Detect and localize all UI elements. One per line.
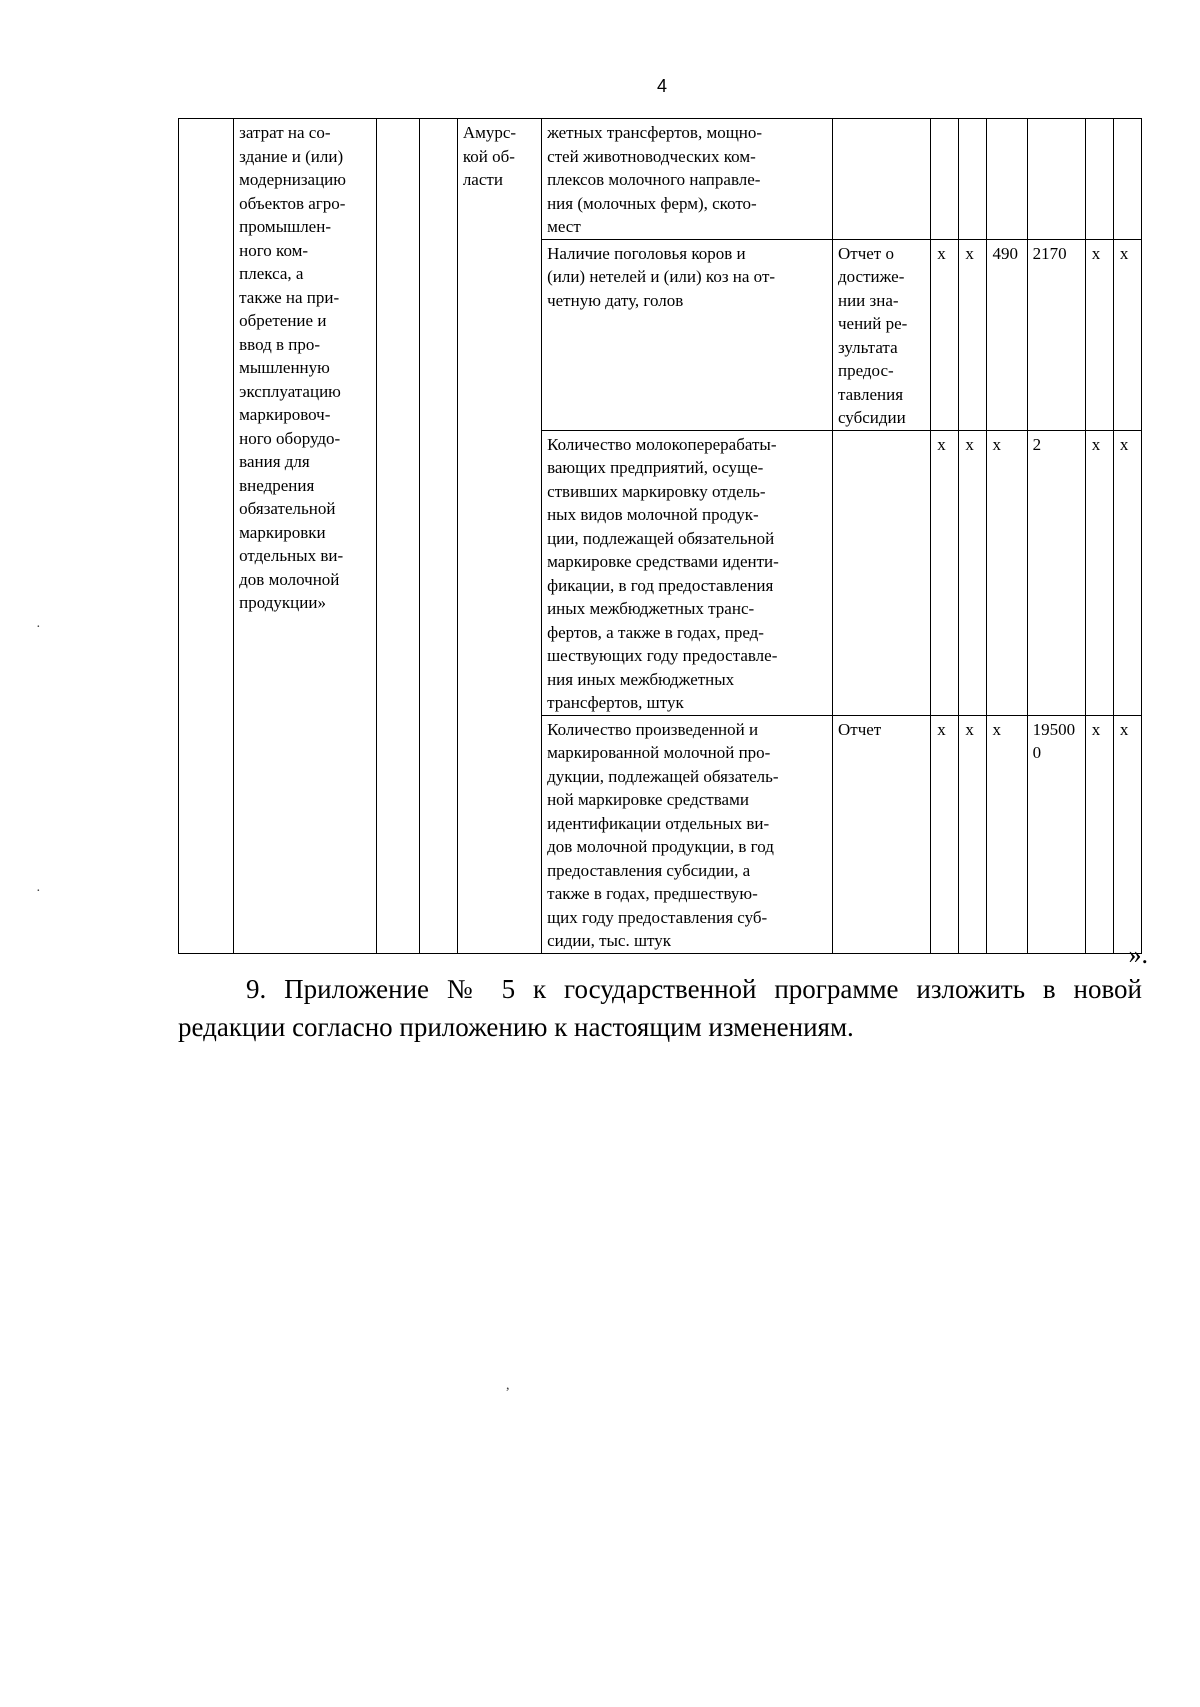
indicators-table [178, 118, 1142, 954]
table-cell-empty [376, 119, 419, 954]
table-cell-value [931, 119, 959, 240]
table-cell-value: х [987, 430, 1027, 715]
table-cell-indicator: Наличие поголовья коров и (или) нетелей и (или) коз на от- четную дату, голов [542, 239, 833, 430]
table-cell-value: 2170 [1027, 239, 1085, 430]
table-cell-value [987, 119, 1027, 240]
table-cell-value: х [959, 430, 987, 715]
table-cell-indicator: Количество произведенной и маркированной молочной про- дукции, подлежащей обязатель- ной маркировке средствами идентификации отдельных ви- дов молочной продукции, в год предоставления субсидии, а также в годах, предшествую- щих году предоставления суб- сидии, тыс. штук [542, 715, 833, 953]
table-cell-value [959, 119, 987, 240]
paragraph-9: 9. Приложение № 5 к государственной программе изложить в новой редакции согласно приложению к настоящим изменениям. [178, 974, 1142, 1042]
table-cell-value: х [959, 239, 987, 430]
scan-speck: , [506, 1378, 510, 1393]
table-cell-value [1113, 119, 1141, 240]
table-cell-value: х [931, 430, 959, 715]
table-cell-value: х [931, 715, 959, 953]
table-cell-value [1085, 119, 1113, 240]
table-cell-region: Амурс- кой об- ласти [457, 119, 541, 954]
table-cell-value: х [1085, 239, 1113, 430]
table-cell-value: х [987, 715, 1027, 953]
table-cell-value: х [1113, 715, 1141, 953]
table-cell-subsidy-text: затрат на со- здание и (или) модернизацию объектов агро- промышлен- ного ком- плекса, а также на при- обретение и ввод в про- мышленную эксплуатацию маркировоч- ного оборудо- вания для внедрения обязательной маркировки отдельных ви- дов молочной продукции» [234, 119, 376, 954]
table-cell-source: Отчет [832, 715, 930, 953]
scan-speck: · [36, 620, 41, 635]
table-cell-value: х [1113, 430, 1141, 715]
table-cell-empty [419, 119, 457, 954]
table-cell-value: х [1085, 715, 1113, 953]
closing-quote: ». [1128, 940, 1148, 969]
table-cell-value: х [959, 715, 987, 953]
table-cell-value: х [1113, 239, 1141, 430]
table-cell-empty [179, 119, 234, 954]
table-cell-value [1027, 119, 1085, 240]
page-number: 4 [656, 76, 667, 96]
table-cell-value: 2 [1027, 430, 1085, 715]
table-cell-value: х [1085, 430, 1113, 715]
table-cell-indicator: Количество молокоперерабаты- вающих предприятий, осуще- ствивших маркировку отдель- ных видов молочной продук- ции, подлежащей обязательной маркировке средствами иденти- фикации, в год предоставления иных межбюджетных транс- фертов, а также в годах, пред- шествующих году предоставле- ния иных межбюджетных трансфертов, штук [542, 430, 833, 715]
table-cell-source: Отчет о достиже- нии зна- чений ре- зультата предос- тавления субсидии [832, 239, 930, 430]
table-cell-indicator: жетных трансфертов, мощно- стей животноводческих ком- плексов молочного направле- ния (молочных ферм), ското- мест [542, 119, 833, 240]
table-cell-value: 490 [987, 239, 1027, 430]
scan-speck: · [36, 884, 41, 899]
table-row [179, 119, 1142, 240]
table-cell-value: 19500 0 [1027, 715, 1085, 953]
table-cell-source [832, 119, 930, 240]
table-cell-source [832, 430, 930, 715]
table-cell-value: х [931, 239, 959, 430]
